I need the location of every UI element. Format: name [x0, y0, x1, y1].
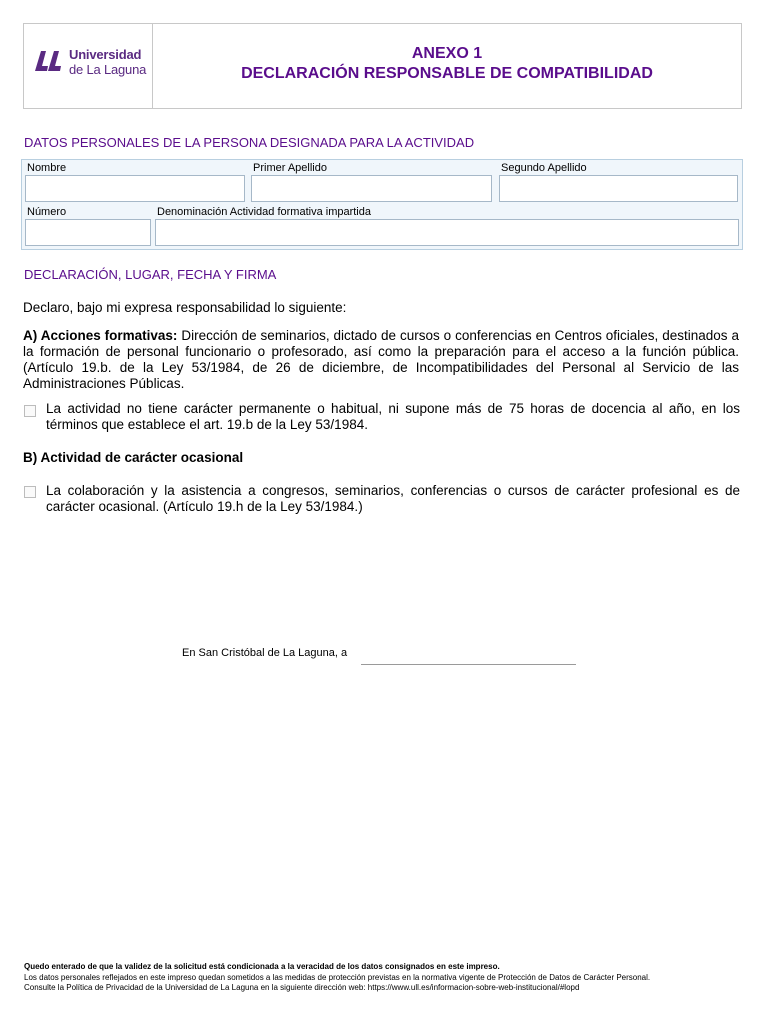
section-a-paragraph — [23, 328, 739, 392]
nombre-label: Nombre — [27, 162, 67, 174]
place-date-label: En San Cristóbal de La Laguna, a — [182, 647, 348, 659]
university-logo — [24, 24, 153, 108]
footer-data-protection-note: Los datos personales reflejados en este impreso quedan sometidos a las medidas de protección previstas en la normativa vigente de Protección de Datos de Carácter Personal. — [24, 972, 651, 982]
numero-label: Número — [27, 206, 67, 218]
date-field[interactable] — [361, 664, 576, 665]
section-a-text: Dirección de seminarios, dictado de cursos o conferencias en Centros oficiales, destinados a la formación de personal funcionario o profesorado, así como la preparación para el acceso a la función pública. (Artículo 19.b. de la Ley 53/1984, de 26 de diciembre, de Incompatibilidades del Personal al Servicio de las Administraciones Públicas. — [23, 328, 739, 391]
numero-field[interactable] — [25, 219, 151, 246]
logo-text-line1: Universidad — [69, 47, 142, 62]
declaration-intro: Declaro, bajo mi expresa responsabilidad lo siguiente: — [23, 300, 347, 315]
section-a-checkbox-text: La actividad no tiene carácter permanente o habitual, ni supone más de 75 horas de docencia al año, en los términos que establece el art. 19.b de la Ley 53/1984. — [46, 401, 740, 432]
legal-footer — [24, 962, 742, 994]
personal-data-form — [21, 159, 743, 250]
denominacion-label: Denominación Actividad formativa impartida — [157, 206, 371, 218]
declaration-section-title: DECLARACIÓN, LUGAR, FECHA Y FIRMA — [24, 267, 277, 282]
denominacion-field[interactable] — [155, 219, 739, 246]
segundo-apellido-field[interactable] — [499, 175, 738, 202]
logo-text-line2: de La Laguna — [69, 62, 147, 77]
personal-data-section-title: DATOS PERSONALES DE LA PERSONA DESIGNADA PARA LA ACTIVIDAD — [24, 135, 475, 150]
university-logo-icon — [33, 49, 63, 73]
section-a-checkbox[interactable] — [24, 405, 36, 417]
section-a-label: A) Acciones formativas: — [23, 328, 178, 343]
section-b-checkbox-text: La colaboración y la asistencia a congresos, seminarios, conferencias o cursos de carácter profesional es de carácter ocasional. (Artículo 19.h de la Ley 53/1984.) — [46, 483, 740, 514]
primer-apellido-field[interactable] — [251, 175, 492, 202]
annex-title: ANEXO 1 — [411, 45, 483, 62]
segundo-apellido-label: Segundo Apellido — [501, 162, 587, 174]
section-b-heading: B) Actividad de carácter ocasional — [23, 450, 244, 465]
primer-apellido-label: Primer Apellido — [253, 162, 327, 174]
footer-privacy-policy-note: Consulte la Política de Privacidad de la Universidad de La Laguna en la siguiente dirección web: https://www.ull.es/informacion-sobre-web-institucional/#lopd — [24, 983, 580, 992]
document-header — [23, 23, 742, 109]
section-b-checkbox[interactable] — [24, 486, 36, 498]
declaration-title: DECLARACIÓN RESPONSABLE DE COMPATIBILIDAD — [241, 65, 653, 82]
document-title — [153, 44, 741, 84]
footer-validity-note: Quedo enterado de que la validez de la solicitud está condicionada a la veracidad de los datos consignados en este impreso. — [24, 962, 500, 971]
nombre-field[interactable] — [25, 175, 245, 202]
